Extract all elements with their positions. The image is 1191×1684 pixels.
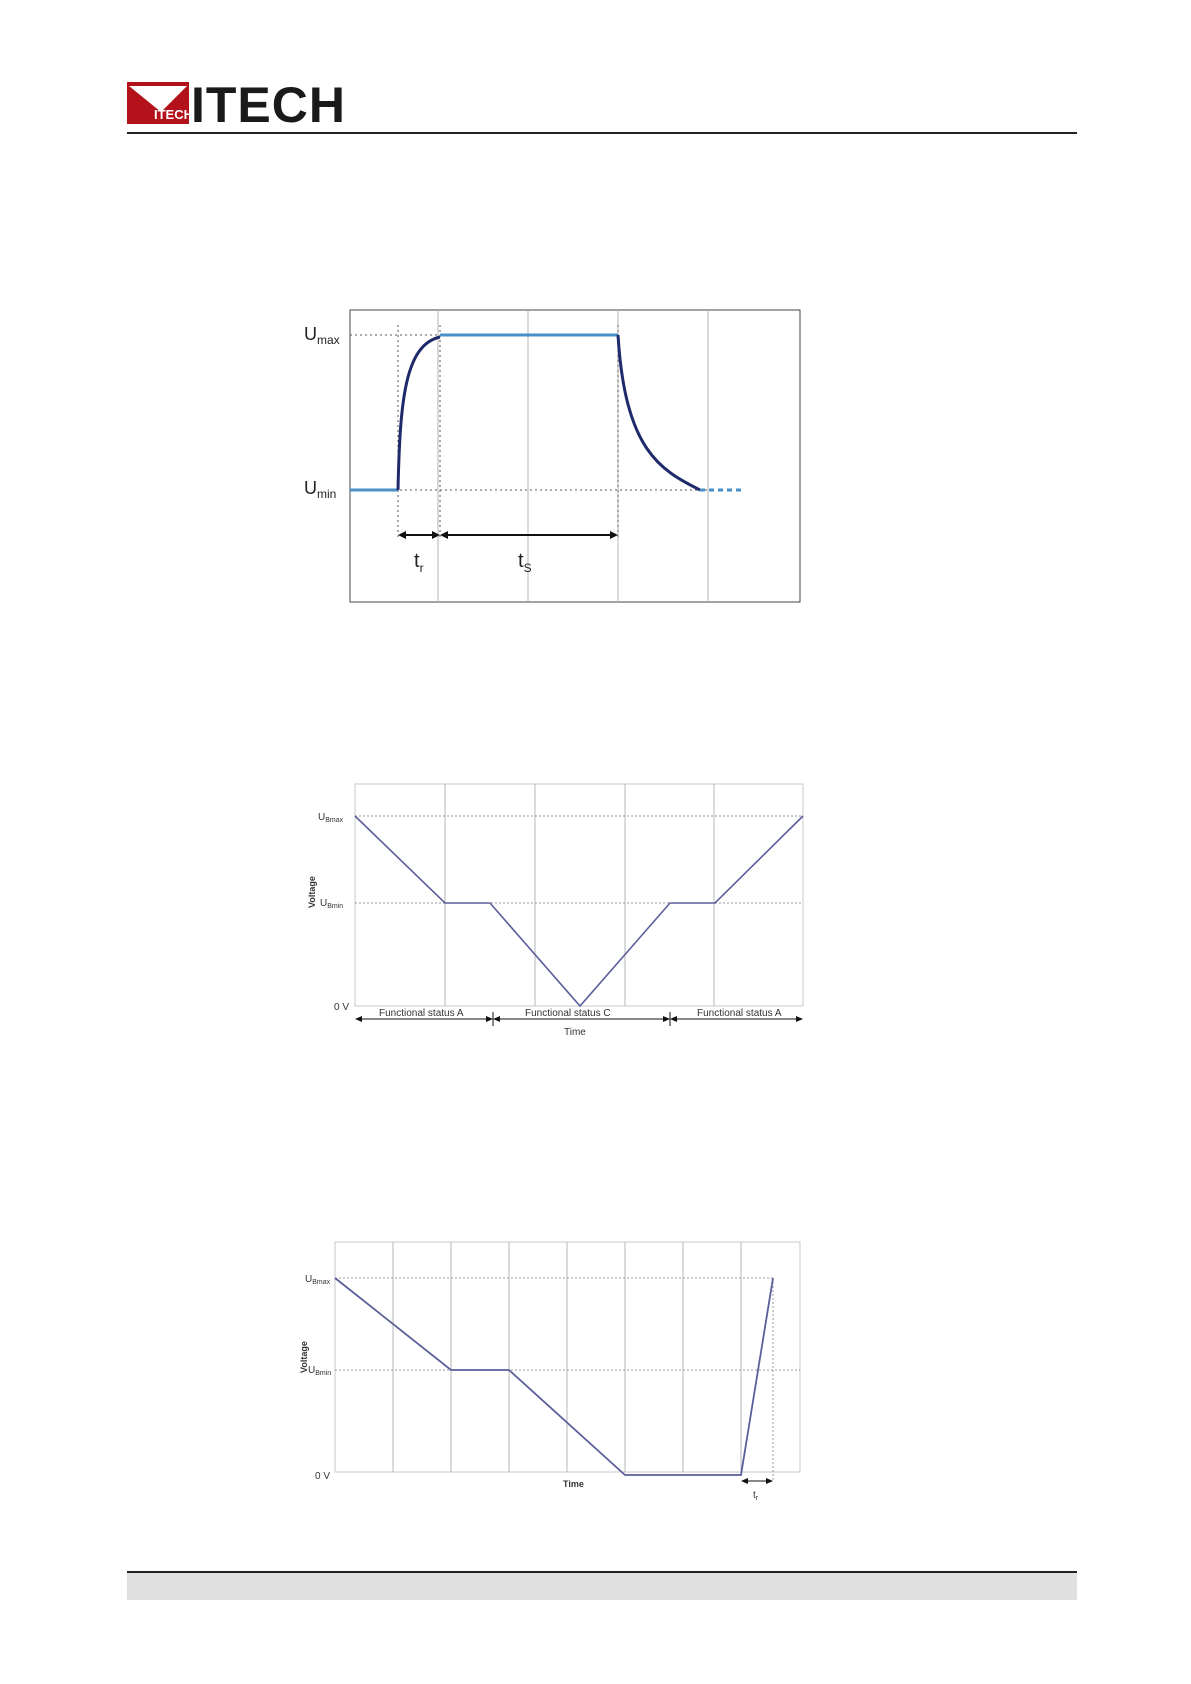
ubmin-label: $U_{Bmin}$ — [320, 898, 344, 910]
itech-logo — [127, 80, 367, 130]
umax-label: $U_{max}$ — [304, 324, 340, 347]
ubmin-label: $U_{Bmin}$ — [308, 1365, 332, 1377]
page-header — [127, 78, 1077, 134]
x-axis-label: Time — [563, 1479, 584, 1489]
ubmax-label: $U_{Bmax}$ — [305, 1274, 331, 1286]
figure-ramp-down — [295, 1230, 815, 1500]
x-axis-label: Time — [564, 1027, 586, 1038]
arrow-head — [663, 1016, 670, 1022]
arrow-head — [670, 1016, 677, 1022]
brand-wordmark: ITECH — [191, 80, 346, 130]
tr-label: $t_r$ — [753, 1490, 759, 1502]
arrow-head — [796, 1016, 803, 1022]
figure-functional-status — [300, 770, 820, 1040]
ts-label: $t_S$ — [518, 550, 532, 575]
header-rule — [127, 132, 1077, 134]
arrow-head — [493, 1016, 500, 1022]
arrow-head — [766, 1478, 773, 1484]
footer-band — [127, 1573, 1077, 1600]
umin-label: $U_{min}$ — [304, 478, 337, 501]
figure-rise-time — [290, 300, 810, 610]
status-a-left-label: Functional status A — [379, 1008, 464, 1019]
arrow-head — [741, 1478, 748, 1484]
arrow-head — [355, 1016, 362, 1022]
zero-volt-label: 0 V — [334, 1002, 350, 1013]
arrow-head — [486, 1016, 493, 1022]
status-a-right-label: Functional status A — [697, 1008, 782, 1019]
zero-volt-label: 0 V — [315, 1471, 331, 1482]
y-axis-label: Voltage — [299, 1341, 309, 1373]
logo-small-text: ITECH — [154, 107, 193, 122]
tr-label: $t_r$ — [414, 550, 424, 575]
plot-frame — [355, 784, 803, 1006]
ubmax-label: $U_{Bmax}$ — [318, 812, 344, 824]
y-axis-label: Voltage — [307, 876, 317, 908]
status-c-label: Functional status C — [525, 1008, 611, 1019]
